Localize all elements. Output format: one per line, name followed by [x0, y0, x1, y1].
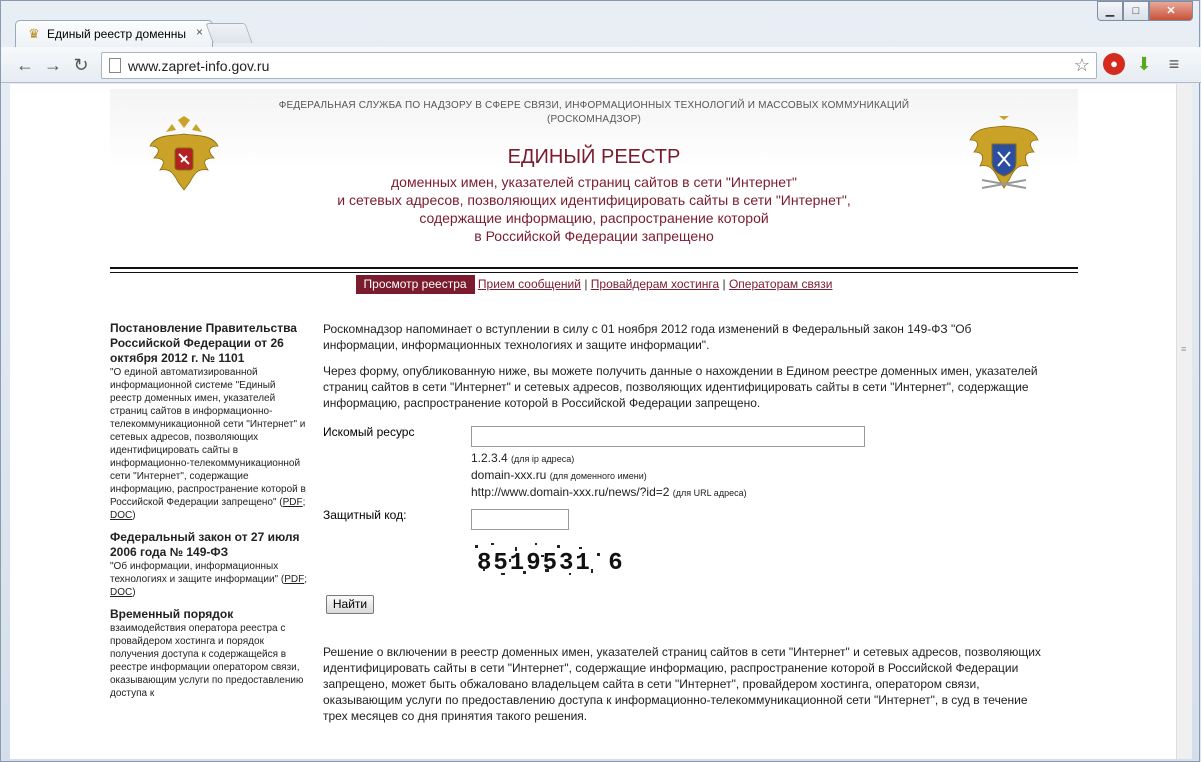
subtitle-line: в Российской Федерации запрещено	[474, 228, 714, 244]
adblock-icon[interactable]: ●	[1103, 53, 1125, 75]
maximize-button[interactable]: □	[1123, 1, 1149, 21]
intro-text: Через форму, опубликованную ниже, вы можете получить данные о нахождении в Едином реестре доменных имен, указателей страниц сайтов в сети "Интернет" и сетевых адресов, позволяющих идентифицировать сайты в сети "Интернет", содержащие информацию, распространение которой в Российской Федерации запрещено.	[323, 364, 1038, 410]
doc-description	[110, 366, 308, 522]
nav-separator: |	[584, 277, 588, 291]
tab-strip	[1, 1, 1201, 47]
format-hints	[471, 450, 747, 501]
nav-view-registry[interactable]: Просмотр реестра	[356, 275, 475, 294]
captcha-image	[471, 539, 625, 581]
forward-icon[interactable]: →	[44, 55, 62, 75]
url-text: www.zapret-info.gov.ru	[128, 58, 270, 74]
captcha-input[interactable]	[471, 509, 569, 530]
doc-title-resolution: Постановление Правительства Российской Федерации от 26 октября 2012 г. № 1101	[110, 321, 297, 365]
link-separator: ;	[304, 574, 307, 585]
appeal-text: Решение о включении в реестр доменных имен, указателей страниц сайтов в сети "Интернет" и сетевых адресов, позволяющих идентифицировать сайты в сети "Интернет", содержащие информацию, распространение которой в Российской Федерации запрещено, может быть обжаловано владельцем сайта в сети "Интернет", провайдером хостинга, оператором связи, оказывающим услуги по предоставлению доступа к информационно-телекоммуникационной сети "Интернет", в суд в течение трех месяцев со дня принятия такого решения.	[323, 645, 1041, 723]
hint-domain	[471, 467, 747, 484]
eagle-favicon-icon: ♛	[28, 26, 40, 41]
nav-hosting-providers[interactable]: Провайдерам хостинга	[590, 277, 720, 291]
hint-example: http://www.domain-xxx.ru/news/?id=2	[471, 485, 670, 499]
doc-text: "О единой автоматизированной информационной системе "Единый реестр доменных имен, указателей страниц сайтов в информационно-телекоммуникационной сети "Интернет" и сетевых адресов, позволяющих идентифицировать сайты в информационно-телекоммуникационной сети "Интернет", содержащие информацию, распространение которой в Российской Федерации запрещено" (	[110, 367, 306, 508]
reload-icon[interactable]: ↻	[73, 55, 89, 75]
close-window-button[interactable]: ✕	[1149, 1, 1193, 21]
nav-submit-report[interactable]: Прием сообщений	[477, 277, 581, 291]
appeal-section	[323, 644, 1043, 734]
registry-title: ЕДИНЫЙ РЕЕСТР	[507, 146, 681, 168]
doc-description: взаимодействия оператора реестра с провайдером хостинга и порядок получения доступа к содержащейся в реестре информации оператором связи, оказывающим услуги по предоставлению доступа к	[110, 623, 304, 699]
pdf-link[interactable]: PDF	[284, 574, 305, 585]
link-paren: )	[132, 510, 136, 521]
subtitle-line: содержащие информацию, распространение которой	[419, 210, 769, 226]
tab-close-icon[interactable]: ×	[196, 25, 204, 39]
hint-url	[471, 484, 747, 501]
main-nav	[110, 275, 1078, 294]
hint-note: (для доменного имени)	[549, 471, 647, 481]
doc-description	[110, 560, 308, 599]
captcha-text: 8519531 6	[477, 550, 625, 577]
registry-subtitle	[110, 173, 1078, 245]
hint-note: (для ip адреса)	[511, 454, 575, 464]
back-icon[interactable]: ←	[16, 55, 34, 75]
header-divider-thin	[110, 272, 1078, 273]
hint-ip	[471, 450, 747, 467]
doc-title-temporary-order: Временный порядок	[110, 607, 234, 621]
star-icon[interactable]: ☆	[1073, 55, 1090, 75]
minimize-button[interactable]: ▁	[1097, 1, 1123, 21]
captcha-label: Защитный код:	[323, 508, 407, 522]
scrollbar-grip-icon: ≡	[1181, 344, 1187, 354]
doc-link[interactable]: DOC	[110, 587, 133, 598]
subtitle-line: доменных имен, указателей страниц сайтов в сети "Интернет"	[391, 174, 797, 190]
search-button[interactable]: Найти	[326, 595, 374, 614]
doc-link[interactable]: DOC	[110, 510, 133, 521]
documents-sidebar	[110, 321, 308, 708]
resource-input[interactable]	[471, 426, 865, 447]
main-content	[323, 321, 1043, 421]
resource-label: Искомый ресурс	[323, 425, 415, 439]
pdf-link[interactable]: PDF	[282, 497, 303, 508]
agency-line: ФЕДЕРАЛЬНАЯ СЛУЖБА ПО НАДЗОРУ В СФЕРЕ СВЯЗИ, ИНФОРМАЦИОННЫХ ТЕХНОЛОГИЙ И МАССОВЫХ КОММУНИКАЦИЙ	[278, 100, 910, 111]
link-separator: ;	[302, 497, 306, 508]
header-divider	[110, 267, 1078, 269]
vertical-scrollbar[interactable]	[1176, 84, 1192, 759]
browser-toolbar	[1, 47, 1201, 83]
agency-name	[110, 99, 1078, 127]
nav-separator: |	[722, 277, 726, 291]
tab-title: Единый реестр доменны	[47, 27, 187, 41]
address-bar[interactable]	[101, 52, 1097, 79]
hint-example: domain-xxx.ru	[471, 468, 547, 482]
hint-example: 1.2.3.4	[471, 451, 508, 465]
download-icon[interactable]: ⬇	[1136, 54, 1152, 74]
notice-text: Роскомнадзор напоминает о вступлении в силу с 01 ноября 2012 года изменений в Федеральный закон 149-ФЗ "Об информации, информационных технологиях и защите информации".	[323, 322, 972, 352]
nav-telecom-operators[interactable]: Операторам связи	[728, 277, 833, 291]
agency-abbr: (РОСКОМНАДЗОР)	[546, 114, 642, 125]
link-paren: )	[132, 587, 136, 598]
page-viewport	[10, 84, 1190, 759]
menu-icon[interactable]: ≡	[1168, 54, 1180, 74]
hint-note: (для URL адреса)	[672, 488, 747, 498]
new-tab-button[interactable]	[205, 23, 252, 43]
subtitle-line: и сетевых адресов, позволяющих идентифицировать сайты в сети "Интернет",	[337, 192, 851, 208]
doc-text: "Об информации, информационных технологиях и защите информации" (	[110, 561, 285, 585]
page-icon	[109, 58, 121, 73]
browser-tab[interactable]	[15, 20, 213, 47]
doc-title-federal-law: Федеральный закон от 27 июля 2006 года № 149-ФЗ	[110, 530, 300, 559]
